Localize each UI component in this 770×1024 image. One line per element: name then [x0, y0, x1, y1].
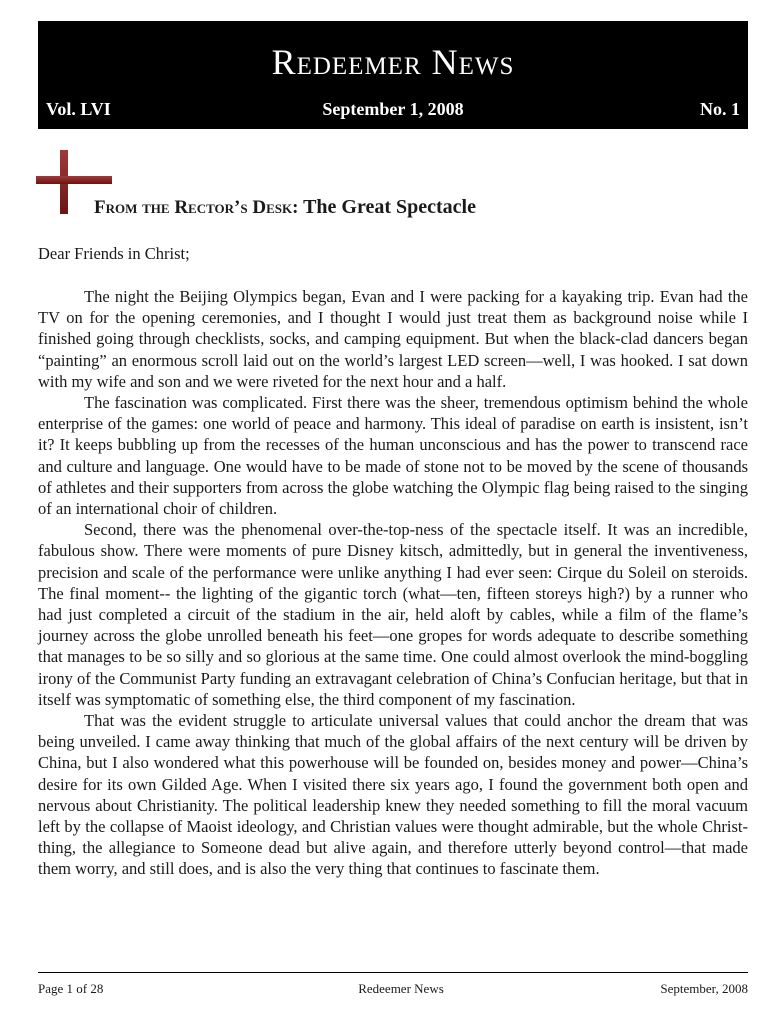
paragraph: That was the evident struggle to articulate universal values that could anchor the dream that was being unveiled. I came away thinking that much of the global affairs of the next century will be driven by China, but I also wondered what this powerhouse will be founded on, besides money and power—China’s desire for its own Gilded Age. When I visited there six years ago, I found the government both open and nervous about Christianity. The political leadership knew they needed something to fill the moral vacuum left by the collapse of Maoist ideology, and Christian values were thought admirable, but the whole Christ-thing, the allegiance to Someone dead but alive again, and therefore utterly beyond control—that made them worry, and still does, and is also the very thing that continues to fascinate them. [38, 711, 748, 879]
paragraph: Second, there was the phenomenal over-the-top-ness of the spectacle itself. It was an incredible, fabulous show. There were moments of pure Disney kitsch, admittedly, but in general the inventiveness, precision and scale of the performance were unlike anything I had ever seen: Cirque du Soleil on steroids. The final moment-- the lighting of the gigantic torch (what—ten, fifteen storeys high?) by a runner who had just completed a circuit of the stadium in the air, held aloft by cables, while a film of the flame’s journey across the globe unrolled beneath his feet—one gropes for words adequate to describe something that manages to be so silly and so glorious at the same time. One could almost overlook the mind-boggling irony of the Communist Party funding an extravagant celebration of China’s Confucian heritage, but that in itself was symptomatic of something else, the third component of my fascination. [38, 520, 748, 709]
article-title: The Great Spectacle [303, 196, 476, 218]
issue-number: No. 1 [700, 99, 740, 119]
salutation: Dear Friends in Christ; [38, 244, 190, 263]
page-number: Page 1 of 28 [38, 981, 104, 996]
footer-divider [38, 972, 748, 973]
masthead [38, 21, 748, 129]
column-label: From the Rector’s Desk: [94, 197, 299, 218]
footer-publication: Redeemer News [358, 981, 444, 996]
article-heading [94, 196, 476, 219]
paragraph: The fascination was complicated. First there was the sheer, tremendous optimism behind the whole enterprise of the games: one world of peace and harmony. This ideal of paradise on earth is insistent, isn’t it? It keeps bubbling up from the recesses of the human unconscious and has the power to transcend race and culture and language. One would have to be made of stone not to be moved by the scene of thousands of athletes and their supporters from across the globe watching the Olympic flag being raised to the singing of an international choir of children. [38, 393, 748, 519]
article-body [38, 286, 748, 880]
newsletter-title: Redeemer News [271, 42, 515, 82]
volume-label: Vol. LVI [46, 99, 111, 119]
issue-date: September 1, 2008 [322, 99, 464, 119]
footer-date: September, 2008 [660, 981, 748, 996]
paragraph: The night the Beijing Olympics began, Evan and I were packing for a kayaking trip. Evan had the TV on for the opening ceremonies, and I thought I would just treat them as background noise while I finished going through checklists, socks, and camping equipment. But when the black-clad dancers began “painting” an enormous scroll laid out on the world’s largest LED screen—well, I was hooked. I sat down with my wife and son and we were riveted for the next hour and a half. [38, 287, 748, 391]
